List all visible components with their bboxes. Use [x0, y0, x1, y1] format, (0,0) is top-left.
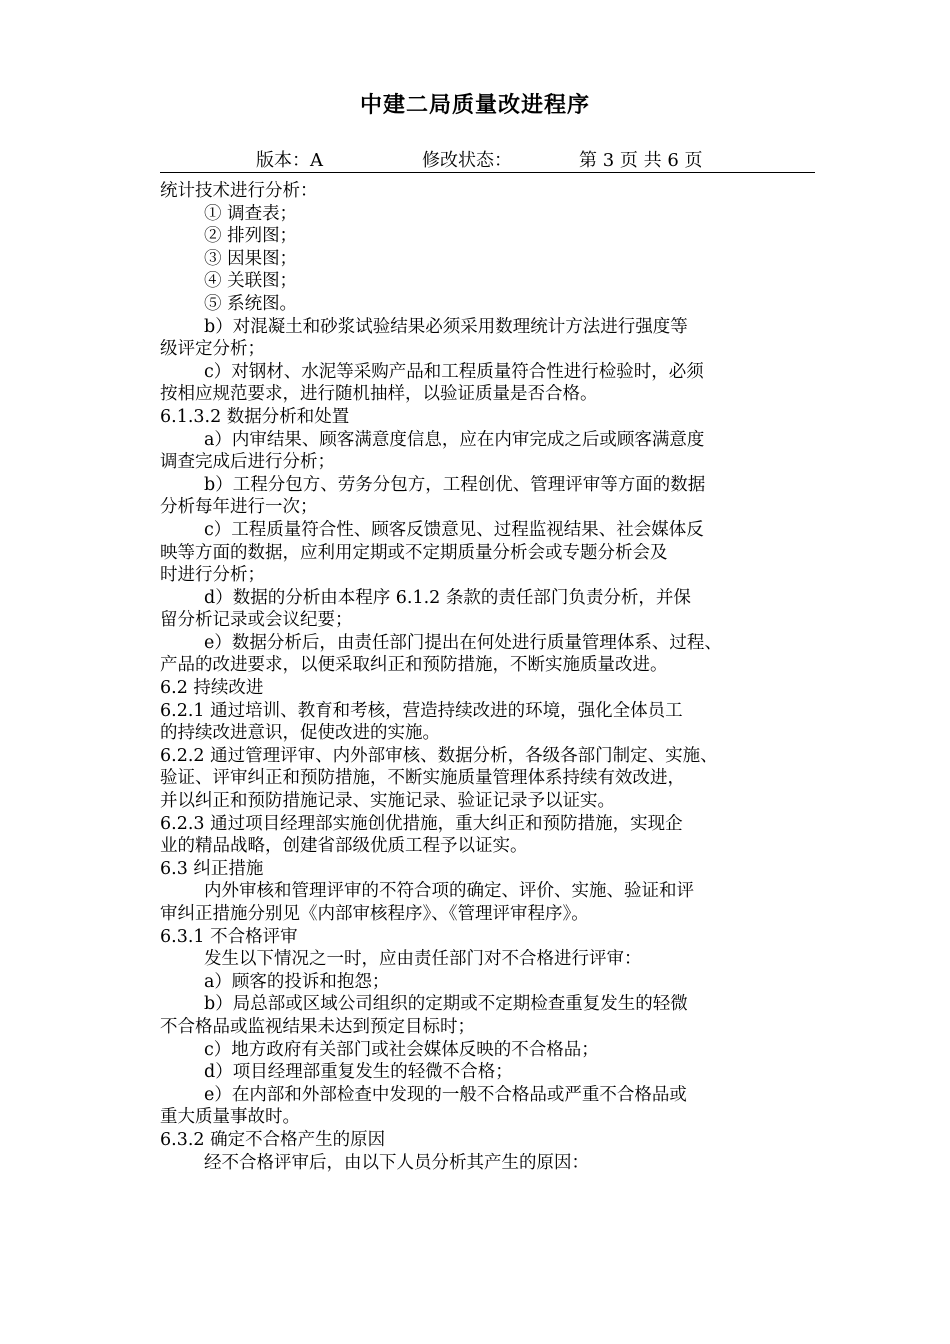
text-line: 6.3 纠正措施	[160, 858, 264, 879]
text-line: 6.1.3.2 数据分析和处置	[160, 406, 350, 427]
text-line: ④ 关联图；	[204, 271, 298, 292]
text-line: 不合格品或监视结果未达到预定目标时；	[160, 1016, 475, 1037]
document-body	[160, 180, 820, 1174]
version-label: 版本：A	[256, 150, 323, 171]
text-line: b）工程分包方、劳务分包方，工程创优、管理评审等方面的数据	[204, 474, 706, 495]
text-line: 发生以下情况之一时，应由责任部门对不合格进行评审：	[204, 949, 642, 970]
text-line: b）对混凝土和砂浆试验结果必须采用数理统计方法进行强度等	[204, 316, 688, 337]
text-line: e）在内部和外部检查中发现的一般不合格品或严重不合格品或	[204, 1084, 687, 1105]
text-line: 统计技术进行分析：	[160, 181, 318, 201]
text-line: 产品的改进要求，以便采取纠正和预防措施，不断实施质量改进。	[160, 655, 668, 676]
text-line: ③ 因果图；	[204, 248, 298, 269]
text-line: ① 调查表；	[204, 203, 298, 224]
text-line: ⑤ 系统图。	[204, 293, 298, 314]
text-line: 6.2 持续改进	[160, 678, 264, 699]
text-line: 内外审核和管理评审的不符合项的确定、评价、实施、验证和评	[204, 881, 694, 902]
text-line: c）工程质量符合性、顾客反馈意见、过程监视结果、社会媒体反	[204, 519, 704, 540]
text-line: c）地方政府有关部门或社会媒体反映的不合格品；	[204, 1039, 599, 1060]
text-line: 6.2.3 通过项目经理部实施创优措施，重大纠正和预防措施，实现企	[160, 813, 683, 834]
text-line: c）对钢材、水泥等采购产品和工程质量符合性进行检验时，必须	[204, 361, 704, 382]
text-line: d）数据的分析由本程序 6.1.2 条款的责任部门负责分析，并保	[204, 587, 691, 608]
text-line: 的持续改进意识，促使改进的实施。	[160, 723, 440, 744]
text-line: 时进行分析；	[160, 565, 265, 586]
text-line: 映等方面的数据，应利用定期或不定期质量分析会或专题分析会及	[160, 542, 668, 563]
text-line: 重大质量事故时。	[160, 1107, 300, 1128]
text-line: 审纠正措施分别见《内部审核程序》、《管理评审程序》。	[160, 904, 589, 924]
text-line: 留分析记录或会议纪要；	[160, 610, 353, 631]
text-line: e）数据分析后，由责任部门提出在何处进行质量管理体系、过程、	[204, 632, 722, 653]
text-line: 6.3.2 确定不合格产生的原因	[160, 1129, 386, 1150]
page-header	[160, 146, 815, 173]
text-line: 按相应规范要求，进行随机抽样，以验证质量是否合格。	[160, 384, 598, 405]
text-line: b）局总部或区域公司组织的定期或不定期检查重复发生的轻微	[204, 994, 688, 1015]
text-line: 分析每年进行一次；	[160, 497, 318, 518]
text-line: 6.2.2 通过管理评审、内外部审核、数据分析，各级各部门制定、实施、	[160, 745, 718, 766]
text-line: 调查完成后进行分析；	[160, 452, 335, 473]
revision-status-label: 修改状态：	[422, 150, 512, 171]
text-line: 6.2.1 通过培训、教育和考核，营造持续改进的环境，强化全体员工	[160, 700, 683, 721]
text-line: 6.3.1 不合格评审	[160, 926, 298, 947]
text-line: 级评定分析；	[160, 339, 265, 360]
text-line: ② 排列图；	[204, 226, 298, 247]
document-title: 中建二局质量改进程序	[359, 92, 590, 118]
page-number-label: 第 3 页 共 6 页	[579, 150, 703, 171]
text-line: a）顾客的投诉和抱怨；	[204, 971, 390, 992]
text-line: a）内审结果、顾客满意度信息，应在内审完成之后或顾客满意度	[204, 429, 705, 450]
text-line: 验证、评审纠正和预防措施，不断实施质量管理体系持续有效改进，	[160, 768, 685, 789]
text-line: 经不合格评审后，由以下人员分析其产生的原因：	[204, 1152, 589, 1173]
text-line: 业的精品战略，创建省部级优质工程予以证实。	[160, 836, 528, 857]
text-line: d）项目经理部重复发生的轻微不合格；	[204, 1062, 513, 1083]
text-line: 并以纠正和预防措施记录、实施记录、验证记录予以证实。	[160, 791, 615, 812]
